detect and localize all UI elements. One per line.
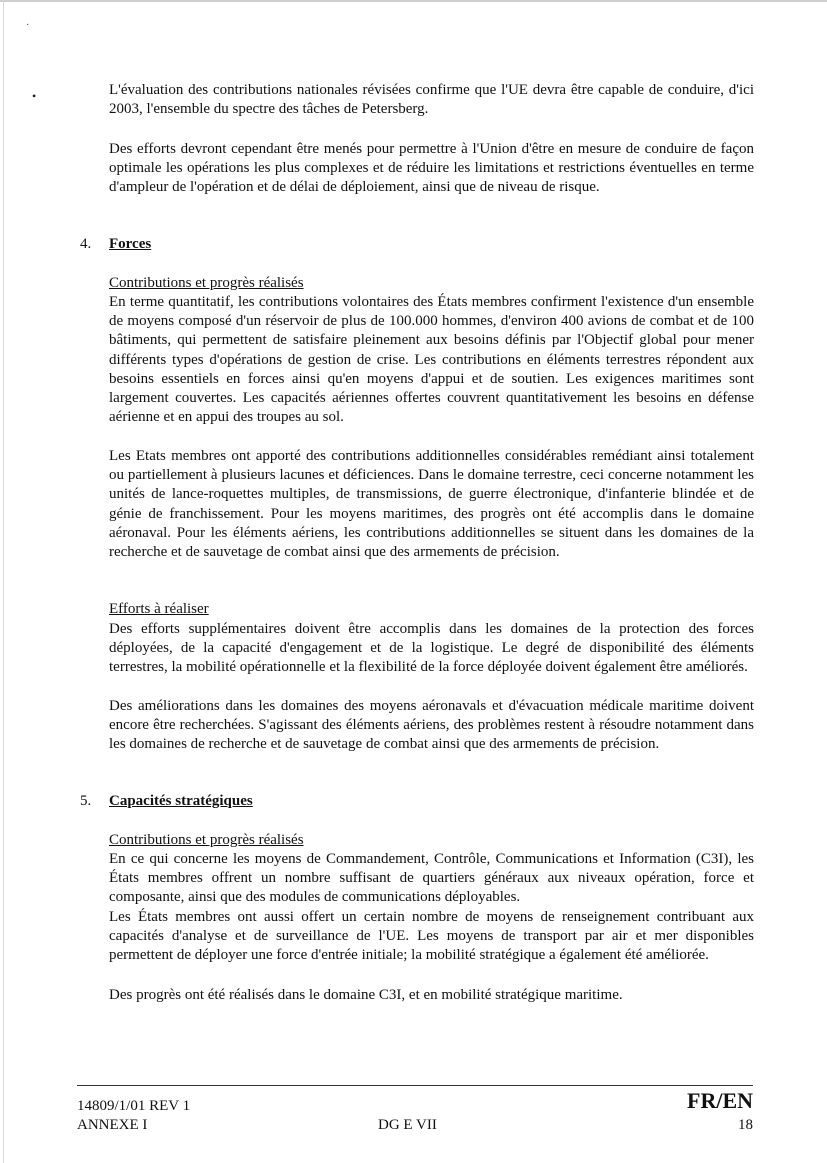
section-5-heading [80, 792, 253, 811]
section-5-paragraph-2: Les États membres ont aussi offert un certain nombre de moyens de renseignement contribuant aux capacités d'analyse et de surveillance de l'UE. Les moyens de transport par air et mer disponibles permettent de déployer une force d'entrée initiale; la mobilité stratégique a également été améliorée. [109, 909, 754, 964]
page-number: 18 [738, 1117, 753, 1133]
section-4-paragraph-2: Les Etats membres ont apporté des contributions additionnelles considérables remédiant ainsi totalement ou partiellement à plusieurs lacunes et déficiences. Dans le domaine terrestre, ceci concerne notamment les unités de lance-roquettes multiples, de transmissions, de guerre électronique, d'infanterie blindée et de génie de franchissement. Pour les moyens maritimes, des progrès ont été accomplis dans le domaine aéronaval. Pour les éléments aériens, les contributions additionnelles se situent dans les domaines de la recherche et de sauvetage de combat ainsi que des armements de précision. [109, 448, 754, 561]
section-4-paragraph-1: En terme quantitatif, les contributions volontaires des États membres confirment l'existence d'un ensemble de moyens composé d'un réservoir de plus de 100.000 hommes, d'environ 400 avions de combat et de 100 bâtiments, qui permettent de satisfaire pleinement aux besoins définis par l'Objectif global pour mener différents types d'opérations de gestion de crise. Les contributions en éléments terrestres répondent aux besoins essentiels en forces ainsi qu'en moyens d'appui et de soutien. Les exigences maritimes sont largement couvertes. Les capacités aériennes offertes couvrent quantitativement les besoins en défense aérienne et en appui des troupes au sol. [109, 294, 754, 426]
annex-label: ANNEXE I [77, 1117, 148, 1133]
margin-bullet-icon: • [32, 89, 37, 103]
section-5-paragraph-1: En ce qui concerne les moyens de Commandement, Contrôle, Communications et Information (C3I), les États membres offrent un nombre suffisant de quartiers généraux aux niveaux opération, force et composante, ainsi que des modules de communications déployables. [109, 851, 754, 906]
intro-paragraph-1: L'évaluation des contributions nationales révisées confirme que l'UE devra être capable de conduire, d'ici 2003, l'ensemble du spectre des tâches de Petersberg. [109, 82, 754, 118]
section-title: Capacités stratégiques [109, 793, 253, 809]
document-reference: 14809/1/01 REV 1 [77, 1098, 191, 1114]
subheading-contributions: Contributions et progrès réalisés [109, 275, 304, 291]
directorate-label: DG E VII [378, 1117, 437, 1133]
section-4-paragraph-3: Des efforts supplémentaires doivent être accomplis dans les domaines de la protection des forces déployées, de la capacité d'engagement et de la logistique. Le degré de disponibilité des éléments terrestres, la mobilité opérationnelle et la flexibilité de la force déployée doivent également être améliorés. [109, 621, 754, 676]
section-number: 4. [80, 236, 92, 252]
section-4-paragraph-4: Des améliorations dans les domaines des moyens aéronavals et d'évacuation médicale maritime doivent encore être recherchées. S'agissant des éléments aériens, des problèmes restent à résoudre notamment dans les domaines de recherche et de sauvetage de combat ainsi que des armements de précision. [109, 698, 754, 753]
section-4-heading [80, 235, 151, 254]
scan-speck: · [26, 20, 30, 31]
intro-paragraph-2: Des efforts devront cependant être menés pour permettre à l'Union d'être en mesure de conduire de façon optimale les opérations les plus complexes et de réduire les limitations et restrictions éventuelles en terme d'ampleur de l'opération et de délai de déploiement, ainsi que de niveau de risque. [109, 141, 754, 196]
footer-divider [77, 1085, 753, 1086]
section-5-paragraph-3: Des progrès ont été réalisés dans le domaine C3I, et en mobilité stratégique maritime. [109, 987, 623, 1003]
language-code: FR/EN [687, 1088, 753, 1113]
subheading-contributions: Contributions et progrès réalisés [109, 832, 304, 848]
scan-left-edge [3, 0, 4, 1163]
scan-top-edge [0, 0, 827, 2]
subheading-efforts: Efforts à réaliser [109, 601, 209, 617]
section-title: Forces [109, 236, 152, 252]
section-number: 5. [80, 793, 92, 809]
